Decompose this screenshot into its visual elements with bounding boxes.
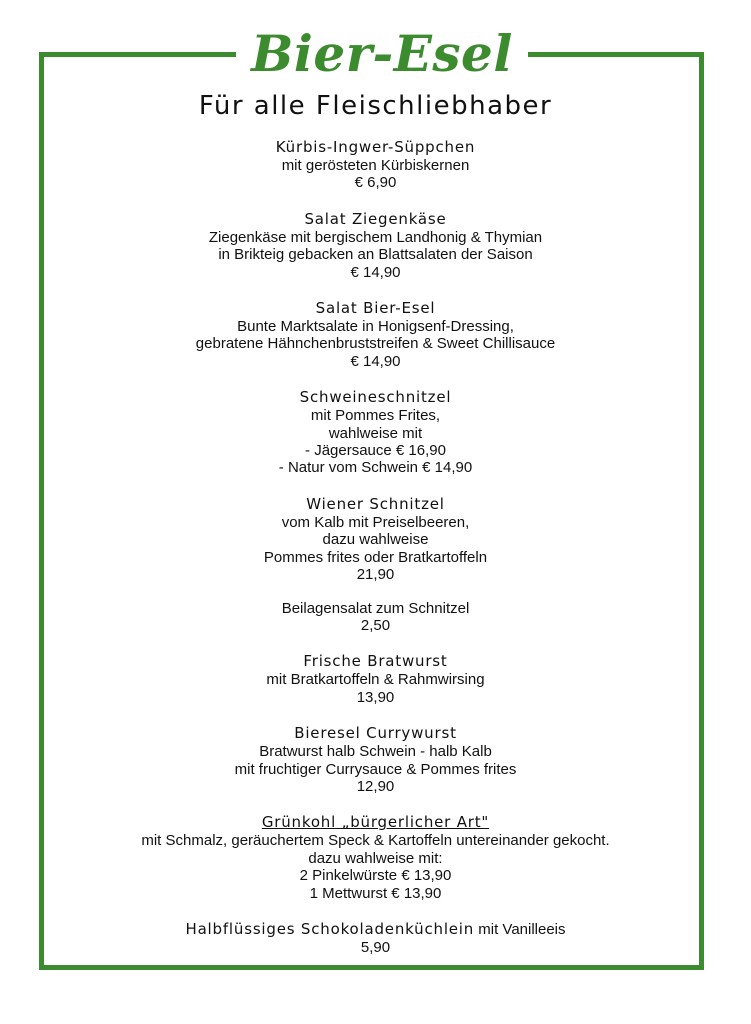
item-name: Bieresel Currywurst — [294, 724, 457, 743]
item-option-price: 2 Pinkelwürste € 13,90 — [299, 867, 452, 885]
item-description: mit Bratkartoffeln & Rahmwirsing — [266, 671, 485, 689]
item-price: 2,50 — [360, 616, 391, 634]
menu-item-beilagensalat — [60, 600, 691, 635]
page-title: Für alle Fleischliebhaber — [198, 91, 553, 121]
item-price: 12,90 — [356, 777, 395, 795]
item-description: wahlweise mit — [328, 424, 423, 442]
item-option-price: 1 Mettwurst € 13,90 — [309, 884, 442, 902]
item-description: dazu wahlweise mit: — [308, 849, 443, 867]
menu-item-currywurst — [60, 724, 691, 795]
item-price: 21,90 — [356, 566, 395, 584]
menu-list — [60, 138, 691, 956]
item-description: in Brikteig gebacken an Blattsalaten der Saison — [218, 246, 533, 264]
item-name: Schweineschnitzel — [299, 388, 452, 407]
item-description: Pommes frites oder Bratkartoffeln — [263, 548, 488, 566]
item-price: 13,90 — [356, 688, 395, 706]
item-description: Beilagensalat zum Schnitzel — [281, 599, 470, 617]
item-name-suffix: mit Vanilleeis — [474, 920, 566, 938]
menu-item-bratwurst — [60, 652, 691, 706]
menu-item-salat-bier-esel — [60, 299, 691, 370]
item-description: mit Pommes Frites, — [310, 407, 441, 425]
item-heading — [60, 920, 691, 939]
item-price: € 14,90 — [350, 352, 401, 370]
menu-item-gruenkohl — [60, 813, 691, 902]
item-price: € 14,90 — [350, 263, 401, 281]
item-name: Wiener Schnitzel — [306, 494, 445, 513]
item-description: mit fruchtiger Currysauce & Pommes frites — [234, 760, 517, 778]
menu-item-schokoladenkuechlein — [60, 920, 691, 956]
item-name: Salat Ziegenkäse — [304, 209, 447, 228]
item-description: Bunte Marktsalate in Honigsenf-Dressing, — [237, 318, 514, 336]
item-option-price: - Natur vom Schwein € 14,90 — [278, 459, 473, 477]
menu-item-schweineschnitzel — [60, 388, 691, 477]
item-description: vom Kalb mit Preiselbeeren, — [281, 513, 470, 531]
item-name: Halbflüssiges Schokoladenküchlein — [185, 919, 475, 938]
menu-item-wiener-schnitzel — [60, 495, 691, 584]
item-name: Grünkohl „bürgerlicher Art" — [261, 813, 490, 832]
item-name: Salat Bier-Esel — [315, 299, 436, 318]
item-price: 5,90 — [360, 938, 391, 956]
item-description: Bratwurst halb Schwein - halb Kalb — [259, 743, 492, 761]
item-price: € 6,90 — [354, 174, 397, 192]
item-description: Ziegenkäse mit bergischem Landhonig & Thymian — [208, 228, 543, 246]
item-option-price: - Jägersauce € 16,90 — [305, 442, 446, 460]
item-name: Kürbis-Ingwer-Süppchen — [275, 138, 476, 156]
item-description: mit gerösteten Kürbiskernen — [281, 157, 470, 174]
brand-logo: Bier-Esel — [236, 20, 528, 88]
item-description: dazu wahlweise — [322, 531, 429, 549]
item-description: mit Schmalz, geräuchertem Speck & Kartoffeln untereinander gekocht. — [141, 832, 610, 850]
item-description: gebratene Hähnchenbruststreifen & Sweet Chillisauce — [195, 335, 556, 353]
menu-item-ziegenkaese — [60, 210, 691, 281]
item-name: Frische Bratwurst — [303, 652, 448, 671]
menu-item-kuerbis — [60, 138, 691, 192]
